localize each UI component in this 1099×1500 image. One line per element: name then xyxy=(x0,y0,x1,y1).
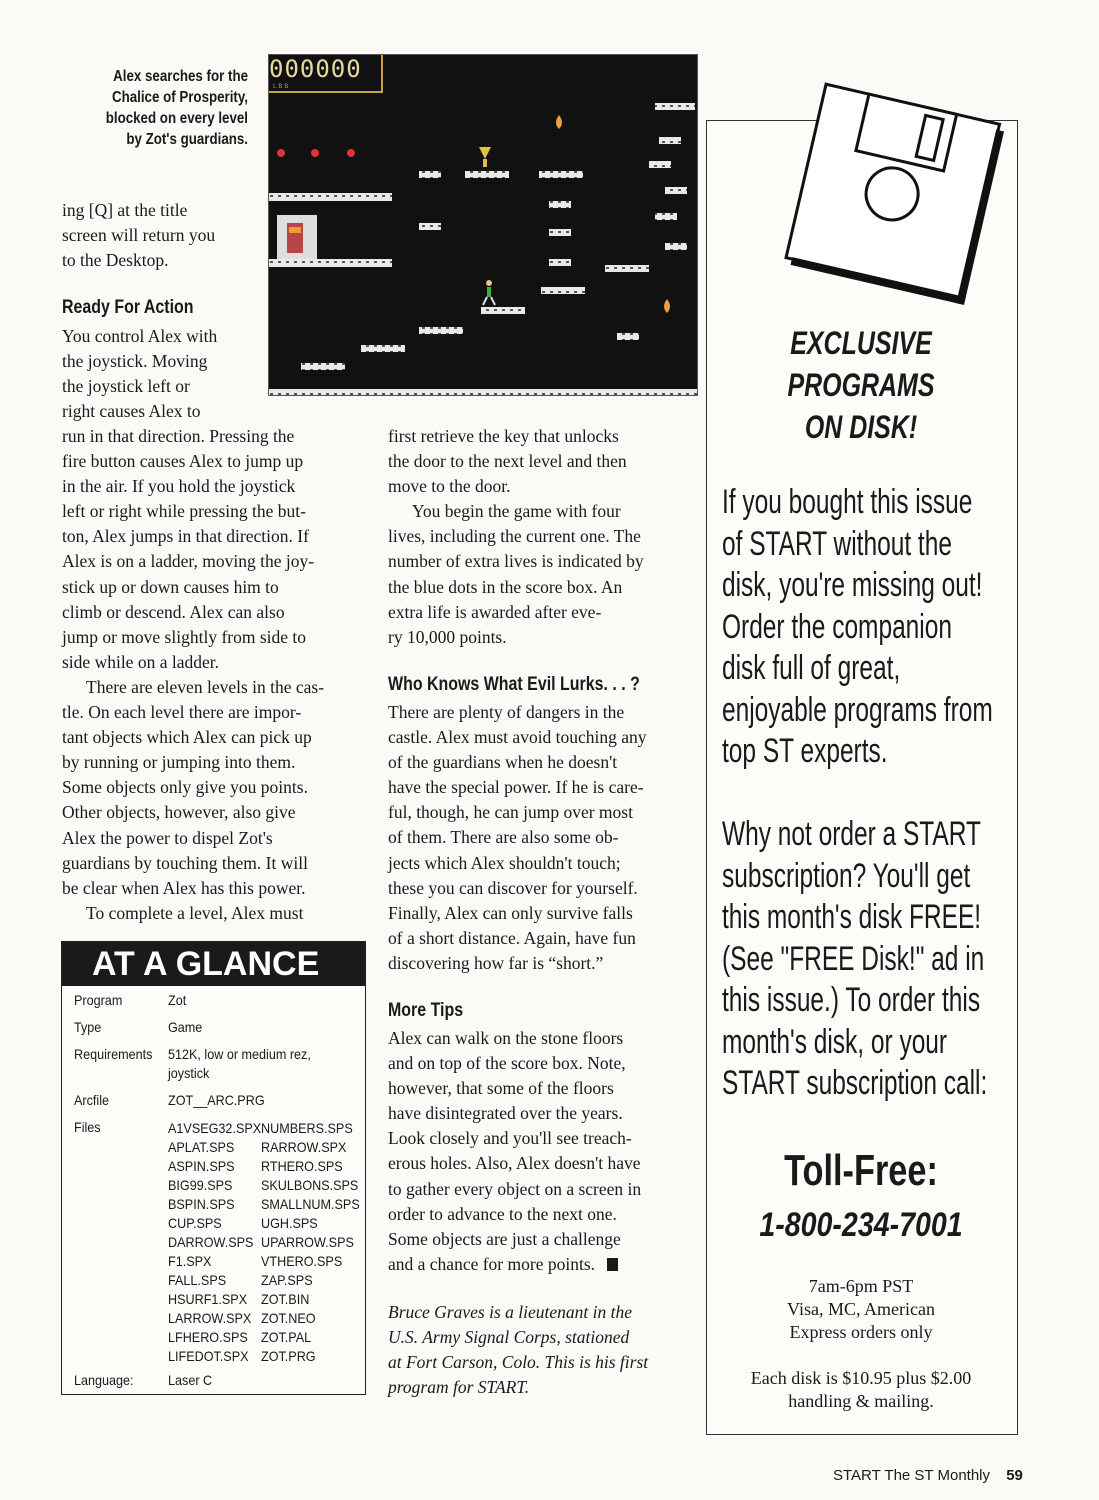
magazine-name: START The ST Monthly xyxy=(833,1467,991,1484)
tollfree-label: Toll-Free: xyxy=(784,1146,938,1195)
col2-body-c: Alex can walk on the stone floors and on top of the score box. Note, however, that some of the floors have disintegrated over the years. Look closely and you'll see treach- erous holes. Also, Alex doesn't have to gather every object on a screen in order to advance to the next one. Some objects are just a challenge and a chance for more points. xyxy=(388,1028,642,1274)
end-mark-icon xyxy=(607,1258,618,1271)
glance-title: AT A GLANCE xyxy=(62,942,365,986)
heading-more-tips: More Tips xyxy=(388,1000,464,1021)
col1-body: run in that direction. Pressing the fire button causes Alex to jump up in the air. If you hold the joystick left or right while pressing the but- ton, Alex jumps in that direction. If Alex is on a ladder, moving the joy- stick up or down causes him to climb or descend. Alex can also jump or move slightly from side to side while on a ladder. There are eleven levels in the cas- tle. On each level there are impor- tant objects which Alex can pick up by running or jumping into them. Some objects only give you points. Other objects, however, also give Alex the power to dispel Zot's guardians by touching them. It will be clear when Alex has this power. To complete a level, Alex must xyxy=(62,426,325,923)
at-a-glance-box: AT A GLANCE Program Zot Type Game Requirements 512K, low or medium rez, joystick Arcfile ZOT__ARC.PRG Files A1VSEG32.SPX APLAT.SPS ASPIN.SPS BIG99.SPS BSPIN.SPS CUP.SPS DARROW.SPS F1.SPX FALL.SPS HSURF1.SPX LARROW.SPX LFHERO.SPS LIFEDOT.SPX NUMBERS.SPS RARROW.SPX RTHERO.SPS SKULBONS.SPS SMALLNUM.SPS UGH.SPS UPARROW.SPS VTHERO.SPS ZAP.SPS ZOT.BIN ZOT.NEO ZOT.PAL ZOT.PRG Language: Laser C xyxy=(61,941,366,1395)
page-number: 59 xyxy=(1006,1467,1023,1484)
score-value: 000000 xyxy=(269,55,362,83)
glance-language: Laser C xyxy=(168,1372,213,1388)
heading-who-knows: Who Knows What Evil Lurks. . . ? xyxy=(388,674,640,695)
col2-body-b: There are plenty of dangers in the castle. Alex must avoid touching any of the guardians when he doesn't have the special power. If he is care- ful, though, he can jump over most of them. There are also some ob- jects which Alex shouldn't touch; these you can discover for yourself. Finally, Alex can only survive falls of a short distance. Again, have fun discovering how far is “short.” xyxy=(388,702,647,973)
glance-requirements: 512K, low or medium rez, xyxy=(168,1046,311,1062)
heading-ready-for-action: Ready For Action xyxy=(62,297,194,318)
glance-type: Game xyxy=(168,1019,203,1035)
glance-arcfile: ZOT__ARC.PRG xyxy=(168,1092,265,1108)
floppy-disk-icon xyxy=(780,74,1006,306)
phone-number[interactable]: 1-800-234-7001 xyxy=(759,1206,963,1244)
ad-paragraph-2: Why not order a START subscription? You'll get this month's disk FREE! (See "FREE Disk!" ad in this issue.) To order this month's disk, or your START subscription call: xyxy=(722,815,988,1102)
col2-body-a: first retrieve the key that unlocks the door to the next level and then move to the door. You begin the game with four lives, including the current one. The number of extra lives is indicated by the blue dots in the score box. An extra life is awarded after eve- ry 10,000 points. xyxy=(388,426,644,647)
figure-caption: Alex searches for the Chalice of Prosperity, blocked on every level by Zot's guardians. xyxy=(105,68,248,148)
ad-paragraph-1: If you bought this issue of START without the disk, you're missing out! Order the companion disk full of great, enjoyable programs from top ST experts. xyxy=(722,483,993,770)
disk-price: Each disk is $10.95 plus $2.00 handling & mailing. xyxy=(750,1368,972,1411)
col1-narrow: You control Alex with the joystick. Moving the joystick left or right causes Alex to xyxy=(62,326,218,422)
col1-intro: ing [Q] at the title screen will return you to the Desktop. xyxy=(62,200,216,271)
glance-program: Zot xyxy=(168,992,187,1008)
author-bio: Bruce Graves is a lieutenant in the U.S. Army Signal Corps, stationed at Fort Carson, Colo. This is his first program for START. xyxy=(388,1302,649,1398)
ad-headline: EXCLUSIVE PROGRAMS ON DISK! xyxy=(787,325,935,445)
glance-files-right: NUMBERS.SPS RARROW.SPX RTHERO.SPS SKULBONS.SPS SMALLNUM.SPS UGH.SPS UPARROW.SPS VTHERO.SPS ZAP.SPS ZOT.BIN ZOT.NEO ZOT.PAL ZOT.PRG xyxy=(261,1120,360,1364)
order-hours: 7am-6pm PST Visa, MC, American Express orders only xyxy=(787,1276,935,1342)
game-scene xyxy=(269,55,697,395)
score-box: 000000 L B B xyxy=(269,55,383,93)
page-footer xyxy=(833,1467,1023,1484)
glance-files-left: A1VSEG32.SPX APLAT.SPS ASPIN.SPS BIG99.SPS BSPIN.SPS CUP.SPS DARROW.SPS F1.SPX FALL.SPS HSURF1.SPX LARROW.SPX LFHERO.SPS LIFEDOT.SPX xyxy=(168,1120,262,1364)
game-screenshot xyxy=(268,54,698,396)
